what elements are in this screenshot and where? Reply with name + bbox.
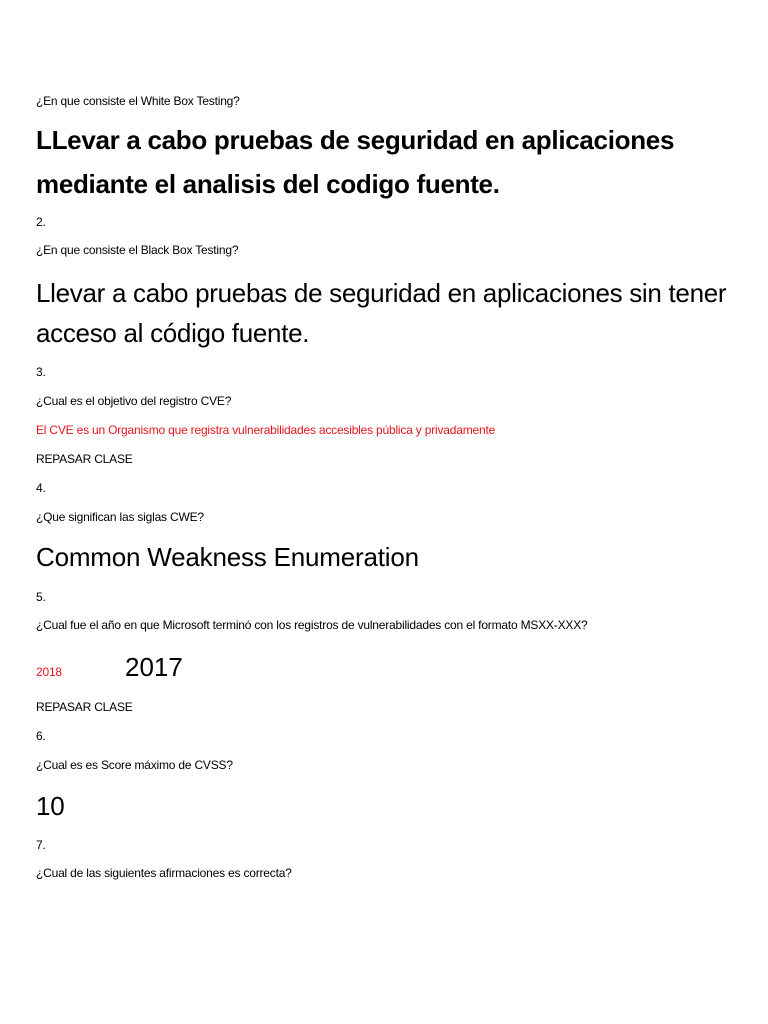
answer-3: El CVE es un Organismo que registra vulnerabilidades accesibles pública y privadamente [36, 423, 496, 437]
question-4-number: 4. [36, 481, 46, 495]
question-5: ¿Cual fue el año en que Microsoft terminó con los registros de vulnerabilidades con el formato MSXX-XXX? [36, 618, 588, 632]
question-2: ¿En que consiste el Black Box Testing? [36, 243, 239, 257]
question-3-number: 3. [36, 365, 46, 379]
question-3: ¿Cual es el objetivo del registro CVE? [36, 394, 232, 408]
question-7: ¿Cual de las siguientes afirmaciones es correcta? [36, 866, 292, 880]
answer-1: LLevar a cabo pruebas de seguridad en aplicaciones mediante el analisis del codigo fuente. [36, 125, 675, 199]
answer-6: 10 [36, 791, 65, 821]
answer-4: Common Weakness Enumeration [36, 542, 419, 572]
question-6: ¿Cual es es Score máximo de CVSS? [36, 758, 233, 772]
question-1: ¿En que consiste el White Box Testing? [36, 94, 240, 108]
question-2-number: 2. [36, 215, 46, 229]
question-7-number: 7. [36, 838, 46, 852]
note-3: REPASAR CLASE [36, 452, 133, 466]
question-5-number: 5. [36, 590, 46, 604]
question-6-number: 6. [36, 729, 46, 743]
question-4: ¿Que significan las siglas CWE? [36, 510, 204, 524]
note-5: REPASAR CLASE [36, 700, 133, 714]
answer-2: Llevar a cabo pruebas de seguridad en aplicaciones sin tener acceso al código fuente. [36, 278, 727, 348]
answer-5-incorrect: 2018 [36, 665, 62, 679]
answer-5-correct: 2017 [125, 652, 183, 682]
